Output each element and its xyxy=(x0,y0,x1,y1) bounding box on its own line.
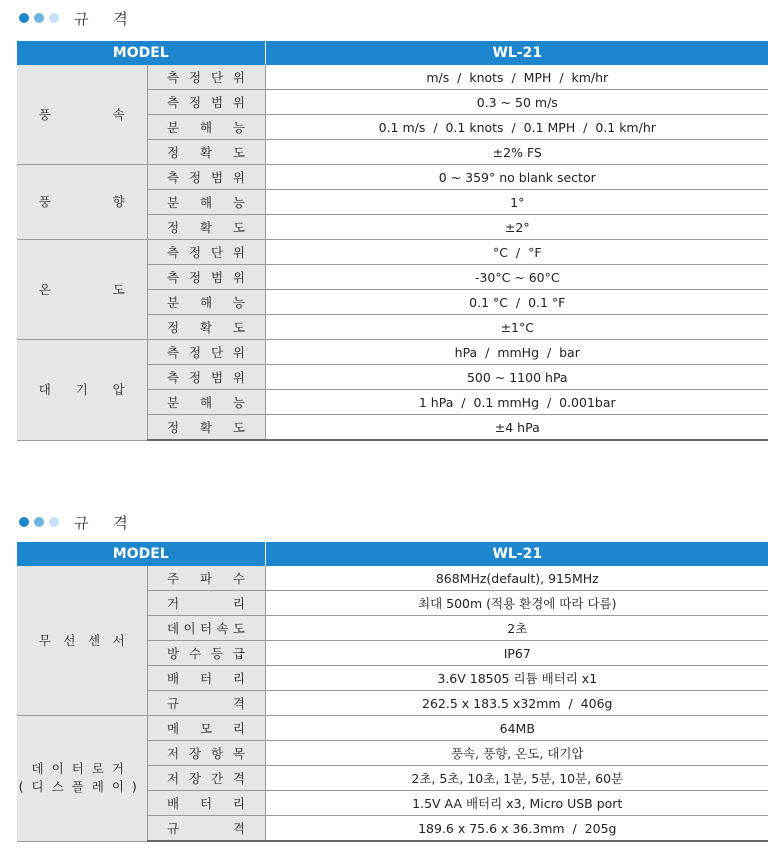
group-label xyxy=(17,165,147,240)
label-char: 터 xyxy=(199,621,213,636)
spec-table xyxy=(17,542,768,842)
spec-label xyxy=(147,90,265,115)
spec-label-text xyxy=(167,694,245,712)
group-label-text xyxy=(39,632,125,650)
spec-label-text xyxy=(167,93,245,111)
spec-label xyxy=(147,766,265,791)
label-char: 측 xyxy=(167,245,180,260)
label-char: 리 xyxy=(232,721,245,736)
label-char: 능 xyxy=(232,295,245,310)
table-row xyxy=(17,716,768,741)
label-char: 도 xyxy=(232,420,245,435)
label-char: 향 xyxy=(112,194,125,209)
label-char: 항 xyxy=(210,746,224,761)
label-char: 압 xyxy=(112,381,125,397)
spec-label xyxy=(147,616,265,641)
label-char: 방 xyxy=(167,646,180,661)
dot-icon xyxy=(49,517,59,527)
spec-label-text xyxy=(167,819,245,837)
spec-value: 189.6 x 75.6 x 36.3mm / 205g xyxy=(265,816,768,842)
spec-value: 262.5 x 183.5 x32mm / 406g xyxy=(265,691,768,716)
spec-label xyxy=(147,65,265,90)
label-char: 무 xyxy=(38,632,51,648)
label-char: 장 xyxy=(188,746,202,761)
spec-label xyxy=(147,566,265,591)
label-char: 속 xyxy=(112,106,125,122)
spec-value: 풍속, 풍향, 온도, 대기압 xyxy=(265,741,768,766)
spec-value: ±1°C xyxy=(265,315,768,340)
model-header: MODEL xyxy=(17,542,265,566)
label-char: 풍 xyxy=(38,194,51,209)
label-char: 온 xyxy=(38,281,51,297)
spec-label-text xyxy=(167,569,245,587)
spec-label xyxy=(147,240,265,265)
spec-label xyxy=(147,390,265,415)
spec-value: 2초, 5초, 10초, 1분, 5분, 10분, 60분 xyxy=(265,766,768,791)
label-char: 정 xyxy=(167,145,180,160)
label-char: 속 xyxy=(216,621,229,636)
dot-icon xyxy=(34,13,44,23)
label-char: 모 xyxy=(199,721,213,736)
label-char: 정 xyxy=(188,95,202,110)
spec-value: 1.5V AA 배터리 x3, Micro USB port xyxy=(265,791,768,816)
label-char: 정 xyxy=(188,370,202,385)
table-header-row xyxy=(17,41,768,65)
label-char: 터 xyxy=(199,796,213,811)
label-char: 정 xyxy=(188,345,202,360)
spec-label xyxy=(147,190,265,215)
spec-label xyxy=(147,716,265,741)
table-row xyxy=(17,340,768,365)
spec-label-text xyxy=(167,193,245,211)
label-char: 규 xyxy=(167,696,180,711)
table-row xyxy=(17,165,768,190)
label-char: 장 xyxy=(188,771,202,786)
label-char: 위 xyxy=(232,170,245,185)
model-value-header: WL-21 xyxy=(265,542,768,566)
label-char: 대 xyxy=(38,381,51,397)
spec-label xyxy=(147,591,265,616)
spec-value: ±2° xyxy=(265,215,768,240)
table-row xyxy=(17,240,768,265)
label-char: 도 xyxy=(232,621,245,636)
spec-label xyxy=(147,816,265,842)
group-label-text xyxy=(39,381,125,399)
label-char: 메 xyxy=(167,721,180,736)
spec-label-text xyxy=(167,168,245,186)
spec-label-text xyxy=(167,794,245,812)
label-char: 위 xyxy=(232,370,245,385)
spec-label xyxy=(147,165,265,190)
label-char: 정 xyxy=(188,270,202,285)
group-label-text xyxy=(39,193,125,211)
label-char: 도 xyxy=(112,281,125,297)
spec-label-text xyxy=(167,343,245,361)
label-char: 분 xyxy=(167,120,180,135)
label-char: 격 xyxy=(232,771,245,786)
section-heading xyxy=(19,512,138,532)
spec-value: -30°C ~ 60°C xyxy=(265,265,768,290)
label-char: 분 xyxy=(167,195,180,210)
label-char: 단 xyxy=(210,245,224,260)
table-header-row xyxy=(17,542,768,566)
label-char: 해 xyxy=(199,295,213,310)
group-label-text xyxy=(39,106,125,124)
label-char: 데 xyxy=(167,621,180,636)
label-char: 확 xyxy=(199,220,213,235)
spec-label xyxy=(147,365,265,390)
label-char: 리 xyxy=(232,671,245,686)
label-char: 해 xyxy=(199,195,213,210)
label-char: 리 xyxy=(232,796,245,811)
label-char: 능 xyxy=(232,195,245,210)
label-char: 정 xyxy=(167,320,180,335)
group-label-line: 데이터로거 xyxy=(31,761,132,777)
spec-label xyxy=(147,215,265,240)
label-char: 등 xyxy=(210,646,224,661)
spec-label-text xyxy=(167,368,245,386)
spec-value: 0 ~ 359° no blank sector xyxy=(265,165,768,190)
label-char: 주 xyxy=(167,571,180,586)
label-char: 규 xyxy=(167,821,180,836)
group-label xyxy=(17,65,147,165)
label-char: 위 xyxy=(232,270,245,285)
label-char: 정 xyxy=(188,70,202,85)
spec-value: ±4 hPa xyxy=(265,415,768,441)
spec-value: ±2% FS xyxy=(265,140,768,165)
label-char: 도 xyxy=(232,220,245,235)
spec-label-text xyxy=(167,644,245,662)
spec-label-text xyxy=(167,393,245,411)
group-label xyxy=(17,566,147,716)
spec-label-text xyxy=(167,418,245,436)
spec-value: 1 hPa / 0.1 mmHg / 0.001bar xyxy=(265,390,768,415)
label-char: 측 xyxy=(167,270,180,285)
spec-label-text xyxy=(167,143,245,161)
label-char: 격 xyxy=(232,821,245,836)
label-char: 범 xyxy=(210,270,224,285)
spec-label xyxy=(147,115,265,140)
group-label-text xyxy=(17,760,147,796)
label-char: 확 xyxy=(199,320,213,335)
dot-icon xyxy=(49,13,59,23)
spec-value: 1° xyxy=(265,190,768,215)
label-char: 측 xyxy=(167,95,180,110)
table-row xyxy=(17,566,768,591)
spec-label xyxy=(147,691,265,716)
dot-icon xyxy=(19,13,29,23)
spec-value: 최대 500m (적용 환경에 따라 다름) xyxy=(265,591,768,616)
spec-label-text xyxy=(167,719,245,737)
label-char: 목 xyxy=(232,746,245,761)
dot-icon xyxy=(19,517,29,527)
label-char: 격 xyxy=(232,696,245,711)
spec-label xyxy=(147,315,265,340)
spec-label-text xyxy=(167,669,245,687)
spec-label-text xyxy=(167,594,245,612)
label-char: 파 xyxy=(199,571,213,586)
spec-label-text xyxy=(167,118,245,136)
label-char: 측 xyxy=(167,370,180,385)
spec-label-text xyxy=(167,268,245,286)
spec-label-text xyxy=(167,769,245,787)
label-char: 터 xyxy=(199,671,213,686)
model-header: MODEL xyxy=(17,41,265,65)
spec-label-text xyxy=(167,619,245,637)
label-char: 위 xyxy=(232,345,245,360)
label-char: 범 xyxy=(210,95,224,110)
spec-label-text xyxy=(167,744,245,762)
spec-value: 0.1 m/s / 0.1 knots / 0.1 MPH / 0.1 km/hr xyxy=(265,115,768,140)
label-char: 수 xyxy=(232,571,245,586)
spec-label xyxy=(147,340,265,365)
label-char: 능 xyxy=(232,120,245,135)
spec-label-text xyxy=(167,218,245,236)
label-char: 위 xyxy=(232,95,245,110)
dot-icon xyxy=(34,517,44,527)
section-heading xyxy=(19,8,138,28)
label-char: 급 xyxy=(232,646,245,661)
spec-label-text xyxy=(167,293,245,311)
label-char: 간 xyxy=(210,771,224,786)
group-label-text xyxy=(39,281,125,299)
label-char: 해 xyxy=(199,120,213,135)
label-char: 범 xyxy=(210,170,224,185)
label-char: 센 xyxy=(88,632,101,648)
spec-value: 2초 xyxy=(265,616,768,641)
label-char: 서 xyxy=(112,632,125,648)
spec-label xyxy=(147,290,265,315)
label-char: 저 xyxy=(167,771,180,786)
label-char: 정 xyxy=(167,220,180,235)
section-title: 규 격 xyxy=(74,9,138,28)
spec-label xyxy=(147,140,265,165)
label-char: 측 xyxy=(167,70,180,85)
spec-value: IP67 xyxy=(265,641,768,666)
spec-label-text xyxy=(167,68,245,86)
spec-value: hPa / mmHg / bar xyxy=(265,340,768,365)
spec-table xyxy=(17,41,768,441)
section-title: 규 격 xyxy=(74,513,138,532)
spec-label-text xyxy=(167,243,245,261)
label-char: 확 xyxy=(199,420,213,435)
label-char: 위 xyxy=(232,70,245,85)
label-char: 능 xyxy=(232,395,245,410)
label-char: 단 xyxy=(210,345,224,360)
label-char: 단 xyxy=(210,70,224,85)
label-char: 범 xyxy=(210,370,224,385)
spec-value: 64MB xyxy=(265,716,768,741)
spec-label-text xyxy=(167,318,245,336)
label-char: 정 xyxy=(167,420,180,435)
label-char: 거 xyxy=(167,596,180,611)
label-char: 확 xyxy=(199,145,213,160)
group-label xyxy=(17,716,147,842)
label-char: 해 xyxy=(199,395,213,410)
spec-body xyxy=(17,566,768,841)
label-char: 위 xyxy=(232,245,245,260)
label-char: 리 xyxy=(232,596,245,611)
spec-label xyxy=(147,641,265,666)
spec-label xyxy=(147,741,265,766)
label-char: 이 xyxy=(183,621,196,636)
table-row xyxy=(17,65,768,90)
spec-label xyxy=(147,415,265,441)
spec-value: °C / °F xyxy=(265,240,768,265)
spec-label xyxy=(147,791,265,816)
group-label-line: (디스플레이) xyxy=(18,779,145,795)
label-char: 기 xyxy=(75,381,88,397)
group-label xyxy=(17,340,147,441)
label-char: 수 xyxy=(188,646,202,661)
label-char: 도 xyxy=(232,145,245,160)
spec-label xyxy=(147,666,265,691)
spec-value: 500 ~ 1100 hPa xyxy=(265,365,768,390)
spec-value: 0.3 ~ 50 m/s xyxy=(265,90,768,115)
spec-value: 0.1 °C / 0.1 °F xyxy=(265,290,768,315)
label-char: 배 xyxy=(167,671,180,686)
spec-value: 3.6V 18505 리튬 배터리 x1 xyxy=(265,666,768,691)
label-char: 선 xyxy=(63,632,76,648)
label-char: 분 xyxy=(167,395,180,410)
label-char: 배 xyxy=(167,796,180,811)
label-char: 저 xyxy=(167,746,180,761)
label-char: 도 xyxy=(232,320,245,335)
spec-value: 868MHz(default), 915MHz xyxy=(265,566,768,591)
spec-value: m/s / knots / MPH / km/hr xyxy=(265,65,768,90)
label-char: 정 xyxy=(188,170,202,185)
label-char: 풍 xyxy=(38,106,51,122)
spec-body xyxy=(17,65,768,440)
label-char: 정 xyxy=(188,245,202,260)
label-char: 측 xyxy=(167,345,180,360)
group-label xyxy=(17,240,147,340)
label-char: 분 xyxy=(167,295,180,310)
spec-label xyxy=(147,265,265,290)
model-value-header: WL-21 xyxy=(265,41,768,65)
label-char: 측 xyxy=(167,170,180,185)
